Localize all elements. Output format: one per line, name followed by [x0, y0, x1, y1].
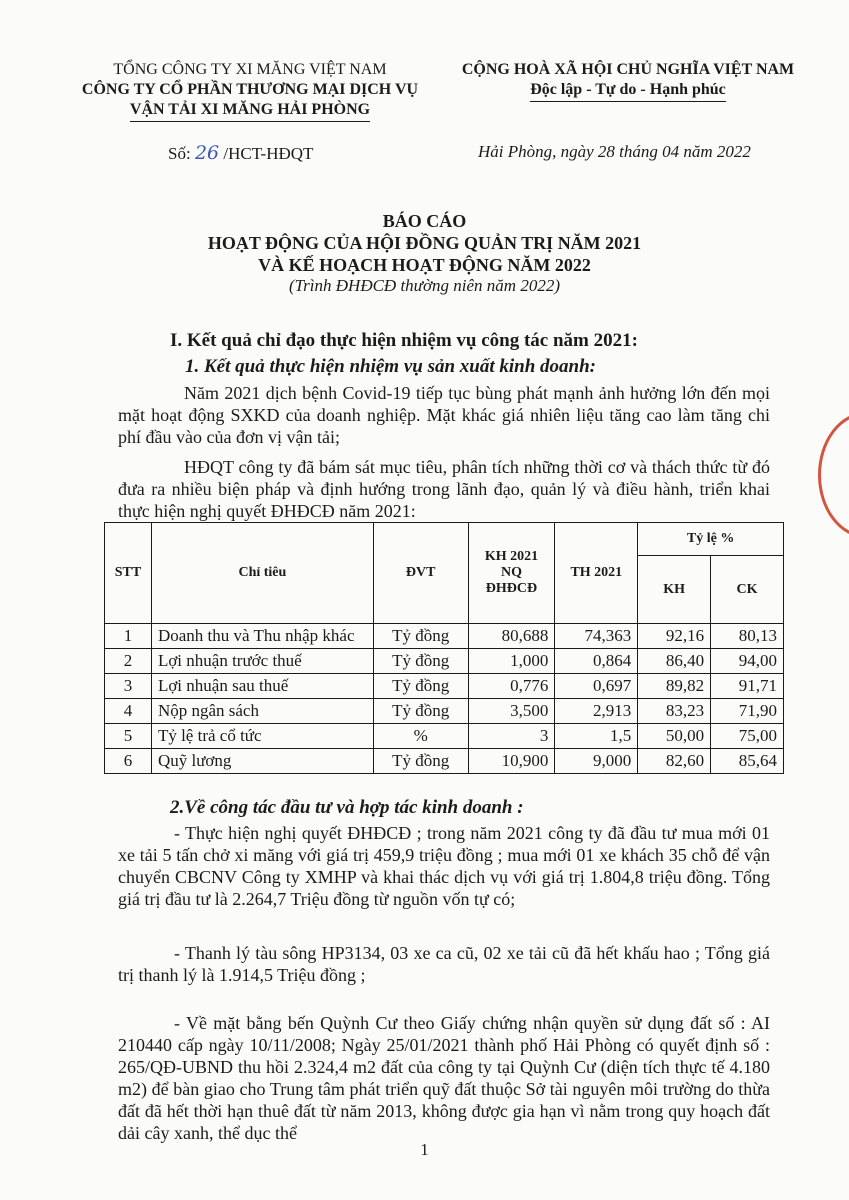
cell-th: 1,5 — [555, 724, 638, 749]
cell-kh: 1,000 — [468, 649, 555, 674]
section2-paragraph3 — [118, 1012, 770, 1144]
table-row — [105, 624, 784, 649]
header-kh2021-text: KH 2021 NQ ĐHĐCĐ — [484, 549, 539, 596]
cell-name: Lợi nhuận sau thuế — [151, 674, 373, 699]
table-row — [105, 699, 784, 724]
cell-name: Quỹ lương — [151, 749, 373, 774]
cell-th: 0,697 — [555, 674, 638, 699]
cell-th: 2,913 — [555, 699, 638, 724]
table-row — [105, 674, 784, 699]
cell-unit: Tỷ đồng — [373, 649, 468, 674]
header-tyle-kh: KH — [638, 556, 711, 624]
cell-kh: 3,500 — [468, 699, 555, 724]
cell-pkh: 50,00 — [638, 724, 711, 749]
results-table — [104, 522, 784, 774]
header-tyle-ck: CK — [711, 556, 784, 624]
cell-unit: % — [373, 724, 468, 749]
company-name-line1: CÔNG TY CỔ PHẦN THƯƠNG MẠI DỊCH VỤ — [81, 81, 419, 98]
document-date: Hải Phòng, ngày 28 tháng 04 năm 2022 — [478, 142, 751, 161]
section1-heading: I. Kết quả chỉ đạo thực hiện nhiệm vụ công tác năm 2021: — [170, 330, 638, 351]
document-subtitle: (Trình ĐHĐCĐ thường niên năm 2022) — [289, 276, 560, 295]
cell-pkh: 92,16 — [638, 624, 711, 649]
company-name-line2: VẬN TẢI XI MĂNG HẢI PHÒNG — [130, 100, 370, 122]
section2-paragraph1 — [118, 822, 770, 910]
paragraph-text: - Thực hiện nghị quyết ĐHĐCĐ ; trong năm 2021 công ty đã đầu tư mua mới 01 xe tải 5 tấn chở xi măng với giá trị 459,9 triệu đồng ; mua mới 01 xe khách 35 chỗ để vận chuyển CBCNV Công ty XMHP và khai thác dịch vụ với giá trị 1.804,8 triệu đồng. Tổng giá trị đầu tư là 2.264,7 Triệu đồng từ nguồn vốn tự có; — [118, 823, 770, 909]
cell-stt: 4 — [105, 699, 152, 724]
cell-unit: Tỷ đồng — [373, 749, 468, 774]
cell-kh: 10,900 — [468, 749, 555, 774]
cell-pkh: 89,82 — [638, 674, 711, 699]
title-line3: VÀ KẾ HOẠCH HOẠT ĐỘNG NĂM 2022 — [258, 255, 591, 275]
ref-prefix: Số: — [168, 144, 191, 163]
cell-unit: Tỷ đồng — [373, 624, 468, 649]
title-line1: BÁO CÁO — [382, 211, 467, 231]
motto: Độc lập - Tự do - Hạnh phúc — [530, 80, 726, 102]
ref-suffix: /HCT-HĐQT — [223, 144, 314, 163]
table-row — [105, 649, 784, 674]
header-chitieu: Chỉ tiêu — [151, 523, 373, 624]
header-dvt: ĐVT — [373, 523, 468, 624]
page-number: 1 — [420, 1140, 429, 1159]
company-stamp-edge — [818, 412, 849, 538]
paragraph-text: - Về mặt bằng bến Quỳnh Cư theo Giấy chứng nhận quyền sử dụng đất số : AI 210440 cấp ngày 10/11/2008; Ngày 25/01/2021 thành phố Hải Phòng có quyết định số : 265/QĐ-UBND thu hồi 2.324,4 m2 đất của công ty tại Quỳnh Cư (diện tích thực tế 4.180 m2) để bàn giao cho Trung tâm phát triển quỹ đất thuộc Sở tài nguyên môi trường do thừa đất đã hết thời hạn thuê đất từ năm 2013, không được gia hạn vì nằm trong quy hoạch đất dải cây xanh, thể dục thể — [118, 1013, 770, 1143]
cell-kh: 0,776 — [468, 674, 555, 699]
cell-unit: Tỷ đồng — [373, 674, 468, 699]
cell-name: Tỷ lệ trả cổ tức — [151, 724, 373, 749]
cell-pkh: 82,60 — [638, 749, 711, 774]
cell-th: 0,864 — [555, 649, 638, 674]
cell-pck: 80,13 — [711, 624, 784, 649]
cell-pkh: 86,40 — [638, 649, 711, 674]
cell-kh: 3 — [468, 724, 555, 749]
section2-heading: 2.Về công tác đầu tư và hợp tác kinh doanh : — [170, 797, 524, 818]
table-row — [105, 724, 784, 749]
cell-pck: 71,90 — [711, 699, 784, 724]
cell-stt: 5 — [105, 724, 152, 749]
cell-pck: 75,00 — [711, 724, 784, 749]
cell-name: Doanh thu và Thu nhập khác — [151, 624, 373, 649]
cell-pck: 94,00 — [711, 649, 784, 674]
title-line2: HOẠT ĐỘNG CỦA HỘI ĐỒNG QUẢN TRỊ NĂM 2021 — [207, 233, 642, 253]
header-stt: STT — [105, 523, 152, 624]
section2-paragraph2 — [118, 942, 770, 986]
cell-stt: 1 — [105, 624, 152, 649]
cell-stt: 2 — [105, 649, 152, 674]
cell-name: Lợi nhuận trước thuế — [151, 649, 373, 674]
table-row — [105, 749, 784, 774]
cell-unit: Tỷ đồng — [373, 699, 468, 724]
cell-pkh: 83,23 — [638, 699, 711, 724]
paragraph-text: HĐQT công ty đã bám sát mục tiêu, phân tích những thời cơ và thách thức từ đó đưa ra nhiều biện pháp và định hướng trong lãnh đạo, quản lý và điều hành, triển khai thực hiện nghị quyết ĐHĐCĐ năm 2021: — [118, 457, 770, 521]
cell-kh: 80,688 — [468, 624, 555, 649]
header-th2021: TH 2021 — [555, 523, 638, 624]
document-title — [0, 210, 849, 276]
section1-subheading: 1. Kết quả thực hiện nhiệm vụ sản xuất kinh doanh: — [185, 356, 597, 377]
national-header — [448, 60, 808, 102]
cell-th: 74,363 — [555, 624, 638, 649]
section1-paragraph1 — [118, 382, 770, 448]
paragraph-text: - Thanh lý tàu sông HP3134, 03 xe ca cũ, 02 xe tải cũ đã hết khấu hao ; Tổng giá trị thanh lý là 1.914,5 Triệu đồng ; — [118, 943, 770, 985]
cell-pck: 85,64 — [711, 749, 784, 774]
paragraph-text: Năm 2021 dịch bệnh Covid-19 tiếp tục bùng phát mạnh ảnh hưởng lớn đến mọi mặt hoạt động SXKD của doanh nghiệp. Mặt khác giá nhiên liệu tăng cao làm tăng chi phí đầu vào của đơn vị vận tải; — [118, 383, 770, 447]
section1-paragraph2 — [118, 456, 770, 522]
country-name: CỘNG HOÀ XÃ HỘI CHỦ NGHĨA VIỆT NAM — [461, 61, 795, 78]
document-number — [168, 142, 313, 164]
company-header — [70, 60, 430, 122]
ref-number: 26 — [194, 142, 220, 164]
cell-name: Nộp ngân sách — [151, 699, 373, 724]
cell-stt: 3 — [105, 674, 152, 699]
header-kh2021 — [468, 523, 555, 624]
cell-stt: 6 — [105, 749, 152, 774]
parent-org: TỔNG CÔNG TY XI MĂNG VIỆT NAM — [113, 61, 387, 78]
cell-pck: 91,71 — [711, 674, 784, 699]
cell-th: 9,000 — [555, 749, 638, 774]
header-tyle: Tỷ lệ % — [638, 523, 784, 556]
